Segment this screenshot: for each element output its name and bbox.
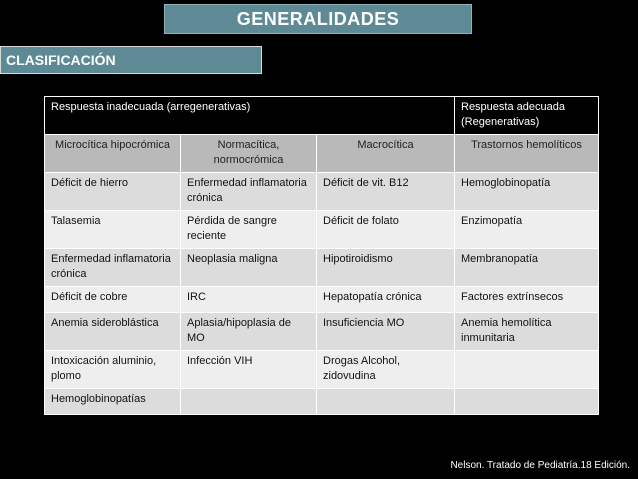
table-cell: Factores extrínsecos <box>455 287 599 313</box>
table-row <box>45 287 599 313</box>
table-cell: Enfermedad inflamatoria crónica <box>45 249 181 287</box>
table-cell: Hemoglobinopatías <box>45 389 181 415</box>
table-cell <box>455 351 599 389</box>
table-cell: Membranopatía <box>455 249 599 287</box>
table-cell: Anemia sideroblástica <box>45 313 181 351</box>
table-cell <box>317 389 455 415</box>
table-header-row <box>45 97 599 135</box>
source-citation: Nelson. Tratado de Pediatría.18 Edición. <box>450 460 630 471</box>
column-header: Macrocítica <box>317 135 455 173</box>
table-cell: Talasemia <box>45 211 181 249</box>
table-cell: Anemia hemolítica inmunitaria <box>455 313 599 351</box>
table-row <box>45 313 599 351</box>
slide-title: GENERALIDADES <box>164 4 472 34</box>
table-cell: Enfermedad inflamatoria crónica <box>181 173 317 211</box>
header-adequate-response: Respuesta adecuada (Regenerativas) <box>455 97 599 135</box>
table-row <box>45 249 599 287</box>
column-header: Trastornos hemolíticos <box>455 135 599 173</box>
table-subheader-row <box>45 135 599 173</box>
classification-table <box>44 96 599 415</box>
table-cell: Déficit de vit. B12 <box>317 173 455 211</box>
table-cell: Insuficiencia MO <box>317 313 455 351</box>
table-cell <box>181 389 317 415</box>
table-cell: Déficit de cobre <box>45 287 181 313</box>
table-cell: Drogas Alcohol, zidovudina <box>317 351 455 389</box>
table-cell: Déficit de hierro <box>45 173 181 211</box>
table-row <box>45 211 599 249</box>
table-cell: Enzimopatía <box>455 211 599 249</box>
table-cell: IRC <box>181 287 317 313</box>
table-cell: Hemoglobinopatía <box>455 173 599 211</box>
table-row <box>45 389 599 415</box>
header-inadequate-response: Respuesta inadecuada (arregenerativas) <box>45 97 455 135</box>
table-cell: Intoxicación aluminio, plomo <box>45 351 181 389</box>
table-cell: Aplasia/hipoplasia de MO <box>181 313 317 351</box>
column-header: Normacítica, normocrómica <box>181 135 317 173</box>
table-cell: Hepatopatía crónica <box>317 287 455 313</box>
table-cell: Infección VIH <box>181 351 317 389</box>
table-cell: Pérdida de sangre reciente <box>181 211 317 249</box>
table-row <box>45 173 599 211</box>
column-header: Microcítica hipocrómica <box>45 135 181 173</box>
section-title: CLASIFICACIÓN <box>0 46 262 74</box>
table-cell <box>455 389 599 415</box>
table-cell: Déficit de folato <box>317 211 455 249</box>
table-row <box>45 351 599 389</box>
table-cell: Neoplasia maligna <box>181 249 317 287</box>
table-cell: Hipotiroidismo <box>317 249 455 287</box>
